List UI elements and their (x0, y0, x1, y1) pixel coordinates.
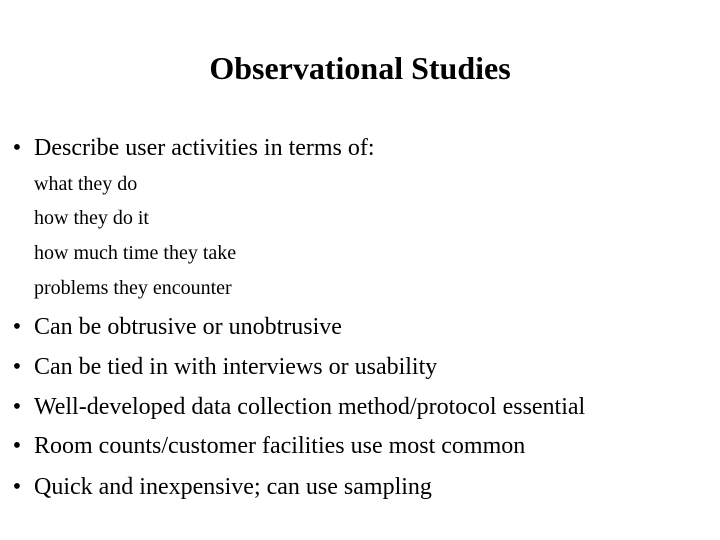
bullet-text: Describe user activities in terms of: (34, 135, 375, 161)
bullet-marker: • (12, 394, 22, 420)
slide-title: Observational Studies (209, 50, 511, 86)
bullet-marker: • (12, 314, 22, 340)
bullet-marker: • (12, 354, 22, 380)
bullet-text: Quick and inexpensive; can use sampling (34, 474, 432, 500)
sub-item: problems they encounter (34, 277, 232, 299)
bullet-marker: • (12, 135, 22, 161)
bullet-text: Can be tied in with interviews or usability (34, 354, 438, 380)
bullet-text: Well-developed data collection method/protocol essential (34, 394, 586, 420)
bullet-marker: • (12, 474, 22, 500)
bullet-marker: • (12, 433, 22, 459)
sub-item: how much time they take (34, 242, 237, 264)
bullet-text: Can be obtrusive or unobtrusive (34, 314, 342, 340)
sub-item: how they do it (34, 207, 149, 229)
sub-item: what they do (34, 173, 138, 195)
bullet-text: Room counts/customer facilities use most common (34, 433, 526, 459)
